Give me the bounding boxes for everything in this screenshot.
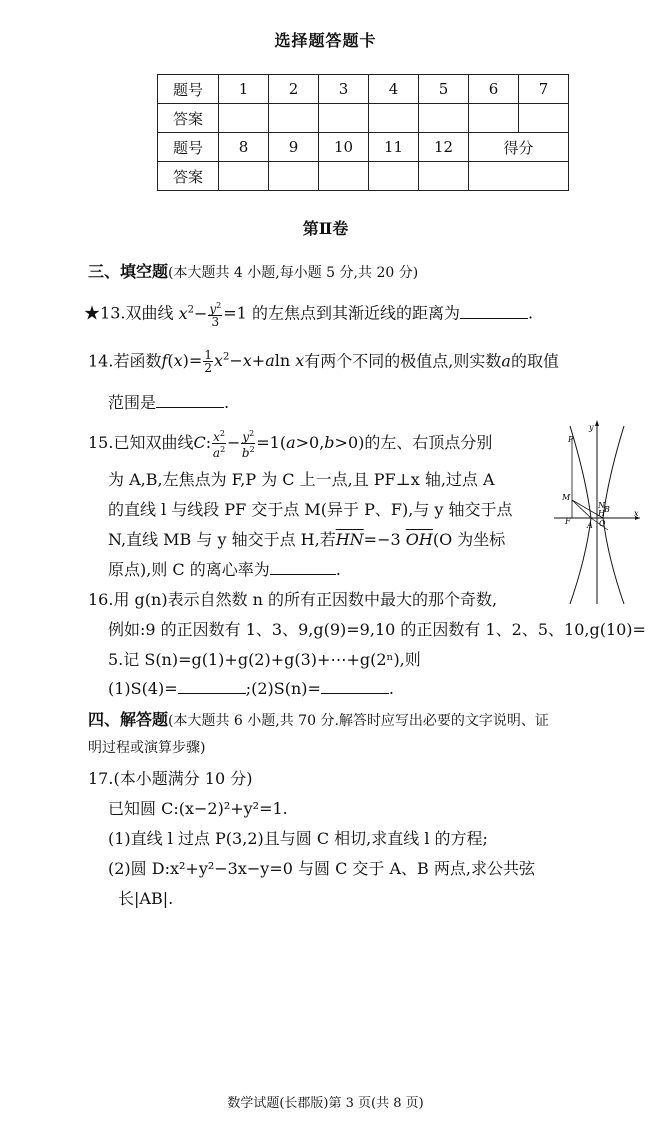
table-cell-number: 12 — [419, 133, 469, 162]
label-f: F — [565, 517, 571, 526]
q15-line5-text: 原点),则 C 的离心率为 — [108, 560, 270, 579]
q15-vector-equation: $\overline{HN}=-3$ $\overline{OH}$ — [335, 530, 433, 549]
q16-part1-label: (1)S(4)= — [108, 679, 178, 698]
table-cell-number: 6 — [469, 75, 519, 104]
table-cell-label: 答案 — [158, 104, 219, 133]
section-4-heading: 四、解答题 — [88, 710, 169, 729]
star-icon: ★ — [84, 303, 101, 323]
label-h: H — [598, 509, 605, 518]
q16-part2-label: ;(2)S(n)= — [245, 679, 321, 698]
answer-cell-9[interactable] — [269, 162, 319, 191]
table-cell-label: 题号 — [158, 75, 219, 104]
section-3-heading: 三、填空题 — [88, 262, 169, 281]
q16-answer-blank-1[interactable] — [178, 679, 246, 694]
q14-function: f(x)= $\frac{1}{2}$ $x^2-x+aln$ x — [161, 348, 305, 376]
q16-end: . — [388, 679, 395, 698]
label-m: M — [562, 493, 571, 502]
section-4-note: (本大题共 6 小题,共 70 分.解答时应写出必要的文字说明、证 — [168, 713, 549, 729]
label-y: y — [589, 423, 594, 432]
q14-answer-blank[interactable] — [156, 393, 224, 408]
label-b: B — [604, 505, 610, 514]
table-cell-number: 3 — [319, 75, 369, 104]
section-3-heading-line — [88, 262, 418, 283]
hyperbola-figure — [552, 418, 642, 606]
q13-answer-blank[interactable] — [460, 304, 528, 319]
table-row — [158, 133, 569, 162]
table-cell-number: 10 — [319, 133, 369, 162]
q15-fraction-y: $\frac{y^2}{b^2}$ — [241, 429, 255, 460]
q16-answer-blank-2[interactable] — [321, 679, 389, 694]
q15-equation: C: $\frac{x^2}{a^2}$ − $\frac{y^2}{b^2}$ =1(a>0,b>0) — [193, 429, 365, 460]
q13-text: 双曲线 — [125, 303, 174, 323]
answer-cell-3[interactable] — [319, 104, 369, 133]
question-16-line2: 例如:9 的正因数有 1、3、9,g(9)=9,10 的正因数有 1、2、5、10,g(10)= — [108, 620, 646, 639]
answer-card-title: 选择题答题卡 — [274, 31, 377, 50]
question-15-line5 — [108, 560, 341, 580]
table-cell-number: 4 — [369, 75, 419, 104]
question-17-line5: 长|AB|. — [118, 889, 174, 908]
table-cell-number: 5 — [419, 75, 469, 104]
answer-cell-8[interactable] — [219, 162, 269, 191]
q13-fraction: $\frac{y^2}{3}$ — [209, 301, 222, 329]
table-cell-number: 2 — [269, 75, 319, 104]
question-15-line1 — [88, 428, 492, 459]
table-cell-label: 答案 — [158, 162, 219, 191]
table-cell-label: 题号 — [158, 133, 219, 162]
question-13 — [84, 300, 533, 328]
table-row — [158, 104, 569, 133]
question-17-line2: 已知圆 C:(x−2)²+y²=1. — [108, 799, 288, 818]
answer-cell-7[interactable] — [519, 104, 569, 133]
table-cell-number: 9 — [269, 133, 319, 162]
question-15-line4 — [108, 530, 505, 550]
question-17-line1: 17.(本小题满分 10 分) — [88, 769, 253, 788]
answer-cell-1[interactable] — [219, 104, 269, 133]
y-axis-arrow-icon — [595, 420, 599, 426]
label-x: x — [634, 509, 639, 518]
table-cell-number: 11 — [369, 133, 419, 162]
q15-fraction-x: $\frac{x^2}{a^2}$ — [212, 429, 226, 460]
question-16-line3: 5.记 S(n)=g(1)+g(2)+g(3)+⋯+g(2ⁿ),则 — [108, 650, 421, 669]
answer-cell-2[interactable] — [269, 104, 319, 133]
q14-text-end: 的取值 — [510, 351, 559, 371]
hyperbola-right-branch — [603, 426, 624, 604]
table-cell-number: 8 — [219, 133, 269, 162]
label-n: N — [598, 501, 605, 510]
label-o: O — [599, 519, 606, 528]
answer-cell-4[interactable] — [369, 104, 419, 133]
section-4-heading-line — [88, 710, 549, 731]
question-16-line4 — [108, 679, 394, 699]
answer-cell-5[interactable] — [419, 104, 469, 133]
q14-text: 14.若函数 — [88, 351, 162, 371]
question-15-line2: 为 A,B,左焦点为 F,P 为 C 上一点,且 PF⊥x 轴,过点 A — [108, 470, 495, 489]
label-a: A — [587, 521, 593, 530]
score-cell[interactable] — [469, 162, 569, 191]
question-16-line1: 16.用 g(n)表示自然数 n 的所有正因数中最大的那个奇数, — [88, 590, 498, 609]
answer-card-table — [157, 74, 569, 191]
question-17-line4: (2)圆 D:x²+y²−3x−y=0 与圆 C 交于 A、B 两点,求公共弦 — [108, 859, 535, 878]
answer-cell-6[interactable] — [469, 104, 519, 133]
question-14-line2 — [108, 393, 229, 413]
q13-text-tail: =1 的左焦点到其渐近线的距离为 — [223, 303, 460, 323]
q14-end: . — [224, 393, 230, 412]
q13-equation: $x^2-$ $\frac{y^2}{3}$ — [178, 301, 222, 329]
table-row — [158, 162, 569, 191]
volume-heading: 第Ⅱ卷 — [302, 219, 349, 238]
section-3-note: (本大题共 4 小题,每小题 5 分,共 20 分) — [168, 265, 419, 281]
label-p: P — [568, 435, 574, 444]
q13-number: 13. — [100, 303, 126, 323]
q15-line4-tail: (O 为坐标 — [432, 530, 506, 549]
q14-fraction: $\frac{1}{2}$ — [204, 348, 212, 376]
section-4-note-line2: 明过程或演算步骤) — [88, 740, 206, 756]
question-17-line3: (1)直线 l 过点 P(3,2)且与圆 C 相切,求直线 l 的方程; — [108, 829, 488, 848]
page-footer: 数学试题(长郡版)第 3 页(共 8 页) — [227, 1096, 424, 1111]
answer-cell-10[interactable] — [319, 162, 369, 191]
answer-cell-12[interactable] — [419, 162, 469, 191]
q15-end: . — [335, 560, 341, 579]
table-cell-number: 7 — [519, 75, 569, 104]
q14-line2: 范围是 — [108, 393, 157, 412]
q13-end: . — [527, 303, 534, 323]
question-15-line3: 的直线 l 与线段 PF 交于点 M(异于 P、F),与 y 轴交于点 — [108, 500, 513, 519]
q15-line4-text: N,直线 MB 与 y 轴交于点 H,若 — [108, 530, 336, 549]
table-row — [158, 75, 569, 104]
q15-answer-blank[interactable] — [270, 560, 336, 575]
question-14-line1: 14.若函数f(x)= $\frac{1}{2}$ $x^2-x+aln$ x有两个不同的极值点,则实数a的取值 — [88, 348, 559, 376]
q15-text: 15.已知双曲线 — [88, 433, 194, 452]
answer-cell-11[interactable] — [369, 162, 419, 191]
score-label: 得分 — [469, 133, 569, 162]
q14-text-tail: 有两个不同的极值点,则实数 — [304, 351, 502, 371]
q15-text-tail: 的左、右顶点分别 — [364, 433, 493, 452]
table-cell-number: 1 — [219, 75, 269, 104]
